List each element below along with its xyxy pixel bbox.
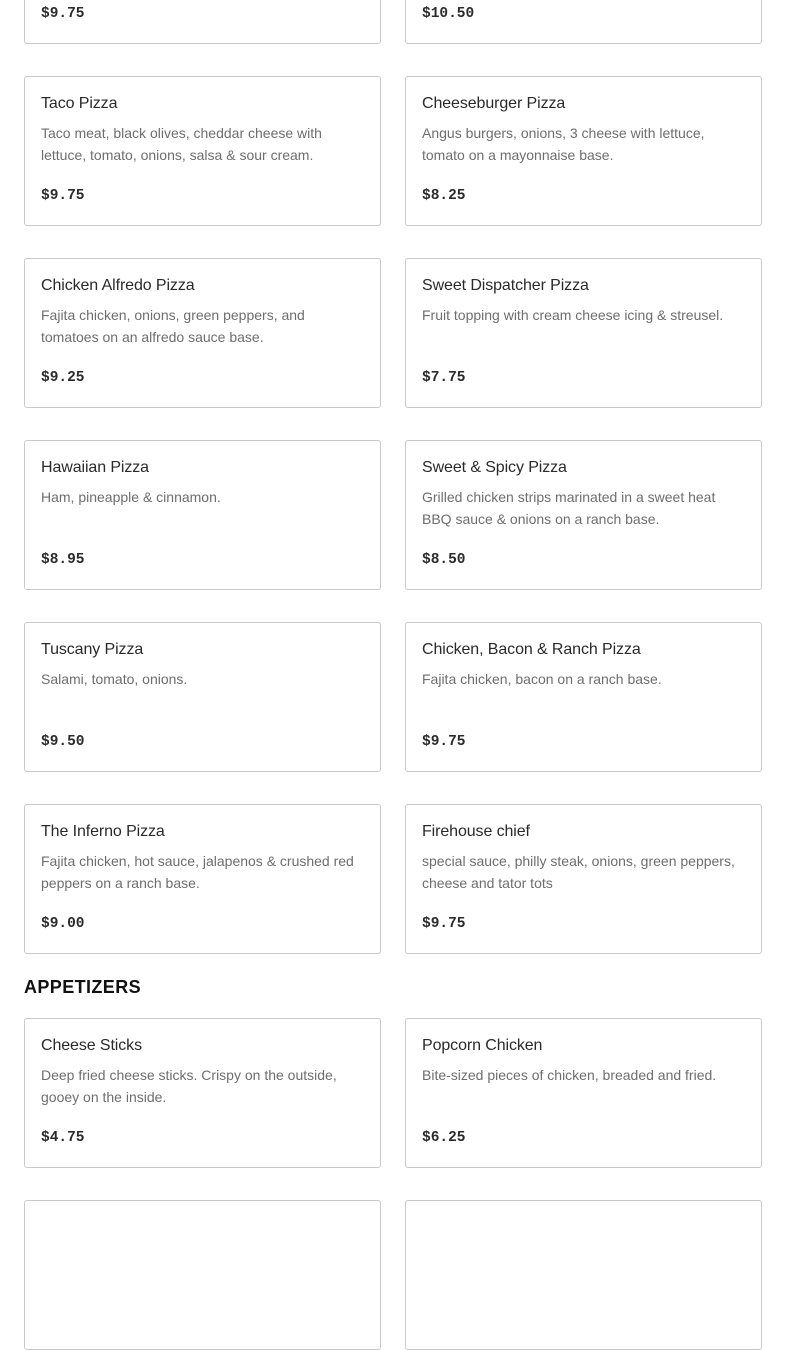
item-description: Fruit topping with cream cheese icing & streusel. — [422, 307, 724, 323]
item-price: $8.50 — [422, 552, 466, 568]
item-description: Angus burgers, onions, 3 cheese with lettuce, tomato on a mayonnaise base. — [422, 125, 705, 163]
item-price: $8.25 — [422, 188, 466, 204]
item-price: $8.95 — [41, 552, 85, 568]
menu-item-card[interactable] — [405, 0, 762, 44]
item-name: Chicken, Bacon & Ranch Pizza — [422, 641, 641, 658]
menu-item-card[interactable] — [24, 440, 381, 590]
menu-item-card[interactable] — [24, 76, 381, 226]
item-price: $9.75 — [422, 916, 466, 932]
item-price: $9.25 — [41, 370, 85, 386]
item-price: $9.00 — [41, 916, 85, 932]
menu-item-card[interactable] — [24, 1200, 381, 1350]
item-description: Taco meat, black olives, cheddar cheese with lettuce, tomato, onions, salsa & sour cream. — [41, 125, 322, 163]
item-price: $9.75 — [41, 6, 85, 22]
item-description: Fajita chicken, hot sauce, jalapenos & crushed red peppers on a ranch base. — [41, 853, 354, 891]
item-name: Popcorn Chicken — [422, 1037, 543, 1054]
item-description: Fajita chicken, bacon on a ranch base. — [422, 671, 662, 687]
menu-item-card[interactable] — [405, 76, 762, 226]
menu-item-card[interactable] — [24, 804, 381, 954]
menu-item-card[interactable] — [405, 622, 762, 772]
item-price: $9.75 — [41, 188, 85, 204]
item-price: $9.50 — [41, 734, 85, 750]
item-name: Taco Pizza — [41, 95, 118, 112]
item-price: $4.75 — [41, 1130, 85, 1146]
item-name: Chicken Alfredo Pizza — [41, 277, 195, 294]
section-heading-appetizers: APPETIZERS — [24, 977, 142, 997]
item-description: Fajita chicken, onions, green peppers, and tomatoes on an alfredo sauce base. — [41, 307, 305, 345]
item-description: Deep fried cheese sticks. Crispy on the outside, gooey on the inside. — [41, 1067, 337, 1105]
item-price: $10.50 — [422, 6, 475, 22]
item-name: Cheeseburger Pizza — [422, 95, 566, 112]
menu-item-card[interactable] — [24, 1018, 381, 1168]
menu-item-card[interactable] — [405, 1200, 762, 1350]
menu-item-card[interactable] — [405, 258, 762, 408]
item-name: Tuscany Pizza — [41, 641, 144, 658]
item-name: Sweet Dispatcher Pizza — [422, 277, 589, 294]
item-description: Grilled chicken strips marinated in a sweet heat BBQ sauce & onions on a ranch base. — [422, 489, 716, 527]
item-description: Ham, pineapple & cinnamon. — [41, 489, 221, 505]
item-name: Firehouse chief — [422, 823, 530, 840]
item-price: $6.25 — [422, 1130, 466, 1146]
item-description: special sauce, philly steak, onions, green peppers, cheese and tator tots — [422, 853, 735, 891]
menu-item-card[interactable] — [405, 440, 762, 590]
menu-item-card[interactable] — [24, 622, 381, 772]
item-price: $9.75 — [422, 734, 466, 750]
item-price: $7.75 — [422, 370, 466, 386]
item-name: The Inferno Pizza — [41, 823, 165, 840]
menu-item-card[interactable] — [405, 1018, 762, 1168]
menu-item-card[interactable] — [24, 0, 381, 44]
item-name: Cheese Sticks — [41, 1037, 142, 1054]
item-name: Hawaiian Pizza — [41, 459, 149, 476]
menu-item-card[interactable] — [405, 804, 762, 954]
item-description: Bite-sized pieces of chicken, breaded and fried. — [422, 1067, 717, 1083]
item-description: Salami, tomato, onions. — [41, 671, 188, 687]
menu-item-card[interactable] — [24, 258, 381, 408]
item-name: Sweet & Spicy Pizza — [422, 459, 567, 476]
